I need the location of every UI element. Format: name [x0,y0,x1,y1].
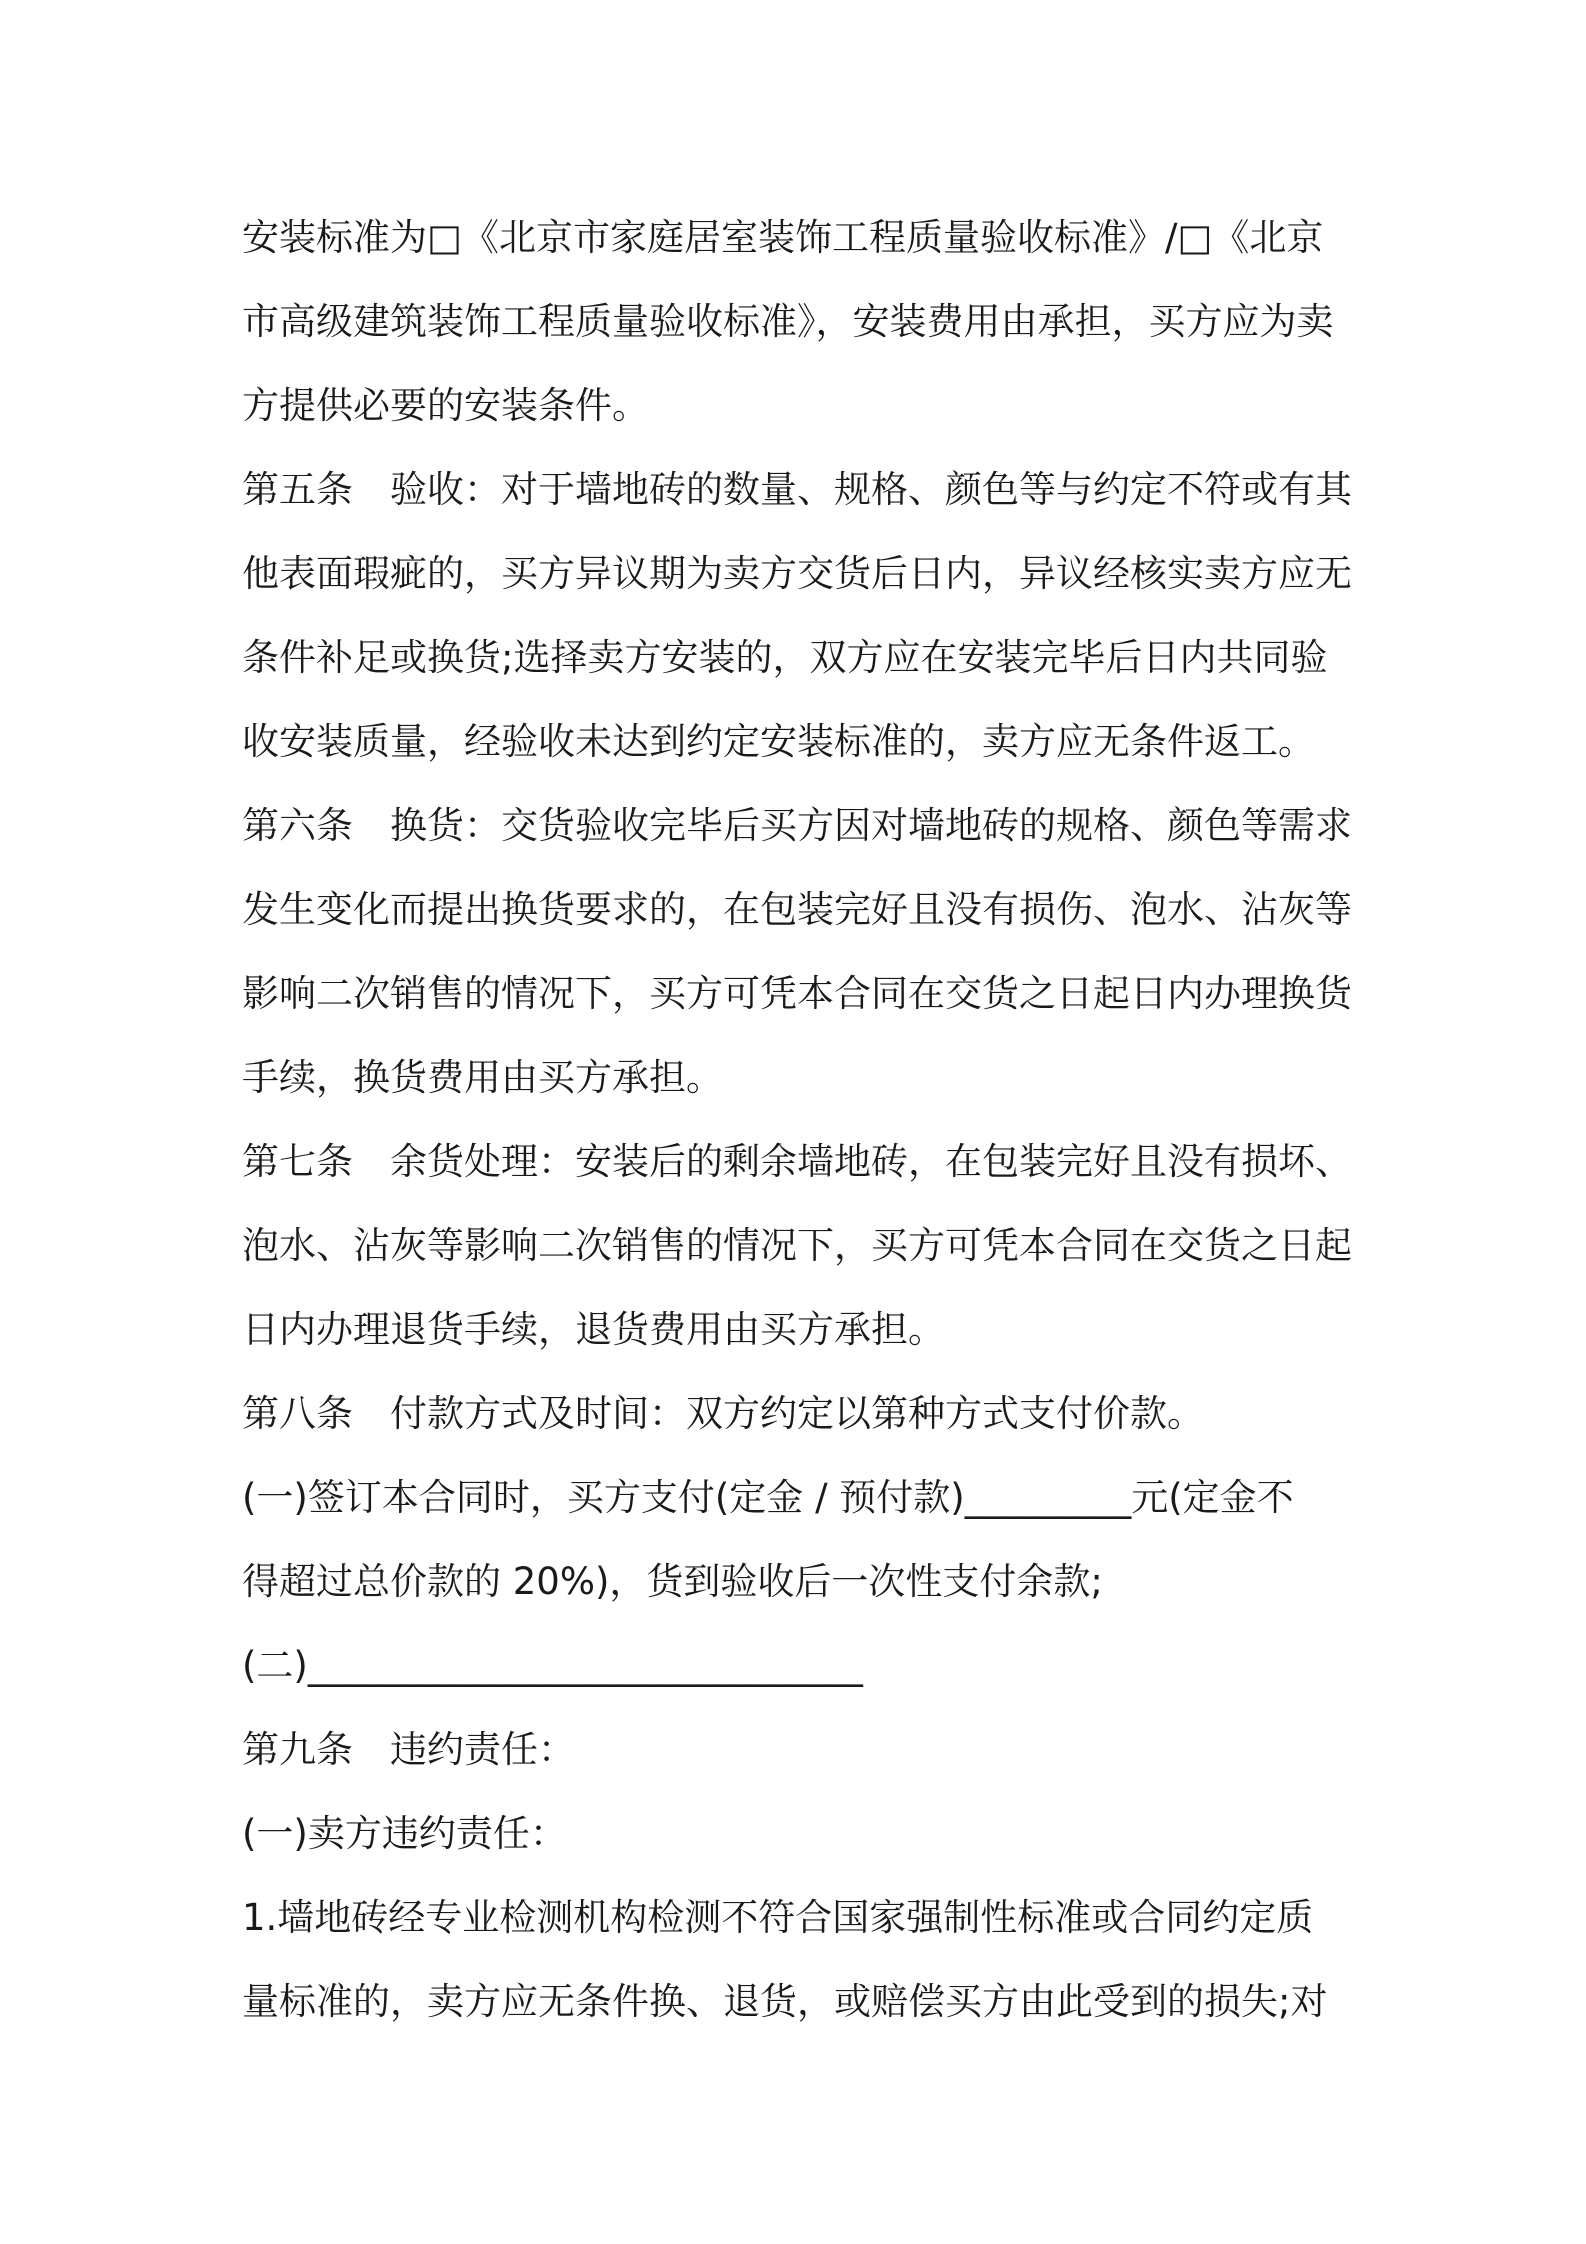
text-line: 得超过总价款的 20%)，货到验收后一次性支付余款; [242,1560,1103,1603]
text-line: 条件补足或换货;选择卖方安装的，双方应在安装完毕后日内共同验 [242,636,1328,679]
text-line: 泡水、沾灰等影响二次销售的情况下，买方可凭本合同在交货之日起 [242,1224,1352,1267]
text-line: 第九条 违约责任： [242,1728,575,1771]
text-line: 他表面瑕疵的，买方异议期为卖方交货后日内，异议经核实卖方应无 [242,552,1352,595]
text-line: 收安装质量，经验收未达到约定安装标准的，卖方应无条件返工。 [242,720,1315,763]
text-line: 量标准的，卖方应无条件换、退货，或赔偿买方由此受到的损失;对 [242,1980,1328,2023]
text-line: 手续，换货费用由买方承担。 [242,1056,723,1099]
text-line: 日内办理退货手续，退货费用由买方承担。 [242,1308,945,1351]
text-line: (一)卖方违约责任： [242,1812,567,1855]
text-line: 影响二次销售的情况下，买方可凭本合同在交货之日起日内办理换货 [242,972,1352,1015]
text-line: 安装标准为□《北京市家庭居室装饰工程质量验收标准》/□《北京 [242,216,1324,259]
text-line: (一)签订本合同时，买方支付(定金 / 预付款)_________元(定金不 [242,1476,1294,1519]
text-line: 第五条 验收：对于墙地砖的数量、规格、颜色等与约定不符或有其 [242,468,1352,511]
text-line: 发生变化而提出换货要求的，在包装完好且没有损伤、泡水、沾灰等 [242,888,1352,931]
text-line: (二)______________________________ [242,1644,863,1687]
text-line: 第六条 换货：交货验收完毕后买方因对墙地砖的规格、颜色等需求 [242,804,1352,847]
text-line: 方提供必要的安装条件。 [242,384,649,427]
document-body [242,196,1357,2044]
text-line: 市高级建筑装饰工程质量验收标准》，安装费用由承担，买方应为卖 [242,300,1334,343]
text-line: 第七条 余货处理：安装后的剩余墙地砖，在包装完好且没有损坏、 [242,1140,1352,1183]
text-line: 1.墙地砖经专业检测机构检测不符合国家强制性标准或合同约定质 [242,1896,1314,1939]
text-line: 第八条 付款方式及时间：双方约定以第种方式支付价款。 [242,1392,1204,1435]
